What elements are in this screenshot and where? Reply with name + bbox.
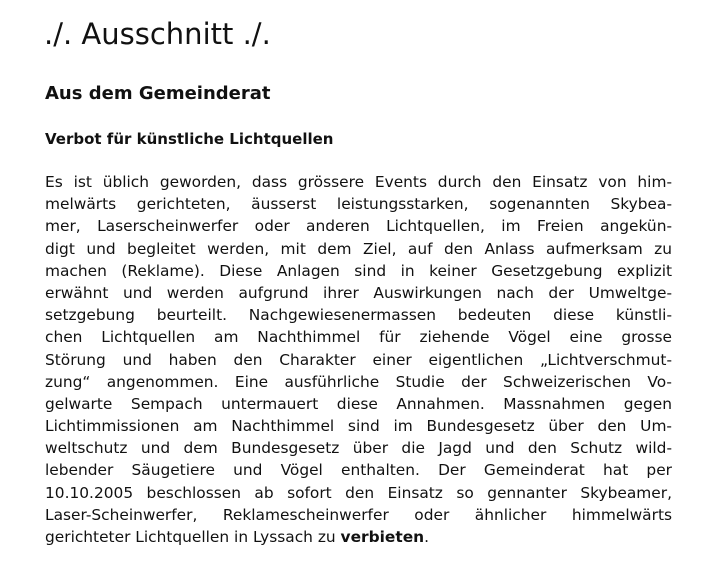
text-line: erwähnt und werden aufgrund ihrer Auswirkungen nach der Umweltge-: [45, 283, 672, 302]
text-line: Laser-Scheinwerfer, Reklamescheinwerfer oder ähnlicher himmelwärts: [45, 505, 672, 524]
article-heading: Verbot für künstliche Lichtquellen: [45, 130, 334, 148]
last-text-line: [45, 526, 672, 548]
text-line: weltschutz und dem Bundesgesetz über die Jagd und den Schutz wild-: [45, 439, 672, 458]
text-line: gelwarte Sempach untermauert diese Annahmen. Massnahmen gegen: [45, 394, 672, 413]
section-heading: Aus dem Gemeinderat: [45, 83, 271, 104]
text-line: zung“ angenommen. Eine ausführliche Studie der Schweizerischen Vo-: [45, 372, 672, 391]
text-line: digt und begleitet werden, mit dem Ziel, auf den Anlass aufmerksam zu: [45, 239, 672, 258]
text-line: Es ist üblich geworden, dass grössere Events durch den Einsatz von him-: [45, 173, 672, 191]
last-line-punctuation: .: [424, 528, 429, 546]
text-line: 10.10.2005 beschlossen ab sofort den Einsatz so gennanter Skybeamer,: [45, 483, 672, 502]
text-line: melwärts gerichteten, äusserst leistungsstarken, sogenannten Skybea-: [45, 195, 672, 214]
text-line: chen Lichtquellen am Nachthimmel für ziehende Vögel eine grosse: [45, 328, 672, 347]
text-line: mer, Laserscheinwerfer oder anderen Lichtquellen, im Freien angekün-: [45, 217, 672, 236]
text-line: machen (Reklame). Diese Anlagen sind in keiner Gesetzgebung explizit: [45, 261, 672, 280]
text-line: Störung und haben den Charakter einer eigentlichen „Lichtverschmut-: [45, 350, 672, 369]
emphasized-word: verbieten: [340, 528, 425, 546]
document-title: ./. Ausschnitt ./.: [44, 17, 271, 51]
article-body: [45, 171, 672, 548]
text-line: setzgebung beurteilt. Nachgewiesenermassen bedeuten diese künstli-: [45, 306, 672, 325]
text-line: Lichtimmissionen am Nachthimmel sind im Bundesgesetz über den Um-: [45, 417, 672, 436]
text-line: lebender Säugetiere und Vögel enthalten. Der Gemeinderat hat per: [45, 461, 672, 480]
last-line-prefix: gerichteter Lichtquellen in Lyssach zu: [45, 528, 341, 546]
